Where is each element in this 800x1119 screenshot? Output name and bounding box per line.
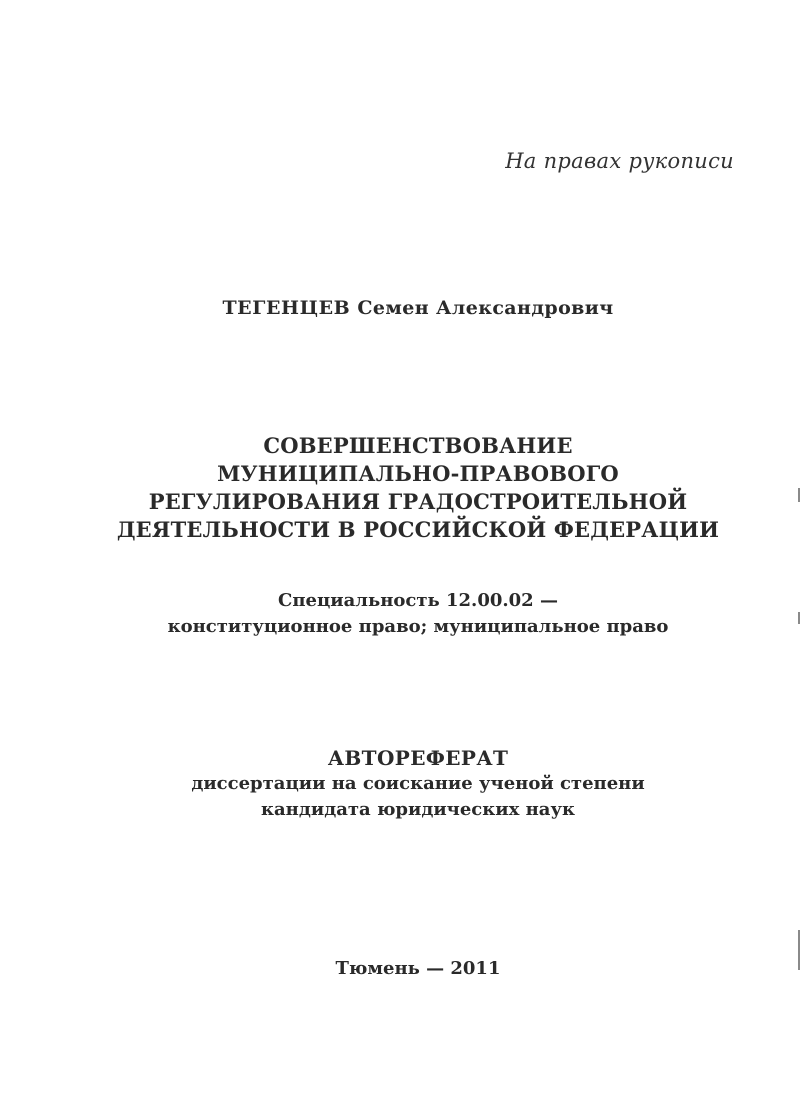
author-given-names: Семен Александрович — [357, 297, 614, 319]
author-surname: ТЕГЕНЦЕВ — [222, 297, 351, 319]
title-line: МУНИЦИПАЛЬНО-ПРАВОВОГО — [217, 461, 619, 486]
specialty-code: Специальность 12.00.02 — — [278, 590, 558, 611]
specialty-name: конституционное право; муниципальное право — [167, 616, 669, 637]
title-line: РЕГУЛИРОВАНИЯ ГРАДОСТРОИТЕЛЬНОЙ — [148, 489, 688, 514]
place-and-year: Тюмень — 2011 — [335, 958, 501, 979]
title-line: СОВЕРШЕНСТВОВАНИЕ — [263, 433, 573, 458]
author-name — [0, 297, 800, 319]
dissertation-title — [0, 432, 800, 544]
abstract-line: диссертации на соискание ученой степени — [191, 773, 645, 794]
specialty-block — [0, 588, 800, 640]
rights-note: На правах рукописи — [505, 149, 734, 173]
title-line: ДЕЯТЕЛЬНОСТИ В РОССИЙСКОЙ ФЕДЕРАЦИИ — [116, 517, 720, 542]
abstract-line: кандидата юридических наук — [261, 799, 575, 820]
abstract-block — [0, 745, 800, 823]
abstract-heading: АВТОРЕФЕРАТ — [327, 746, 509, 770]
